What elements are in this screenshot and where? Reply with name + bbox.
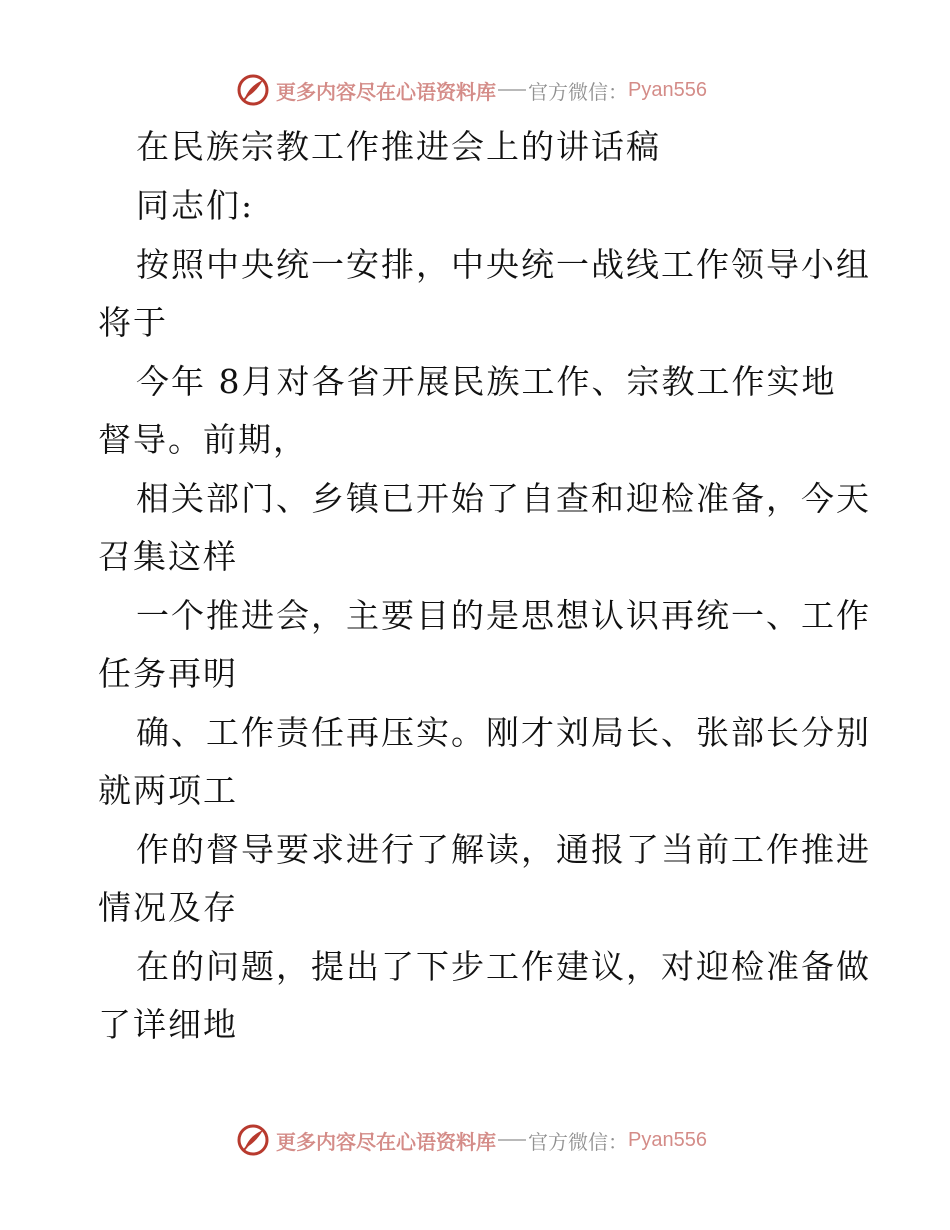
header-banner (236, 72, 707, 108)
footer-wechat-label: 官方微信： (528, 1129, 628, 1154)
document-title: 在民族宗教工作推进会上的讲话稿 (136, 127, 661, 166)
body-line: 任务再明 (98, 654, 238, 693)
body-line: 召集这样 (98, 537, 238, 576)
salutation: 同志们: (136, 186, 255, 225)
footer-dash (498, 1139, 526, 1141)
header-wechat-id: Pyan556 (628, 78, 707, 101)
body-line: 作的督导要求进行了解读，通报了当前工作推进 (136, 830, 871, 869)
body-line: 按照中央统一安排，中央统一战线工作领导小组 (136, 245, 871, 284)
body-line: 在的问题，提出了下步工作建议，对迎检准备做 (136, 947, 871, 986)
body-line: 将于 (98, 303, 168, 342)
body-line: 情况及存 (98, 888, 238, 927)
body-line: 了详细地 (98, 1005, 238, 1044)
body-line: 督导。前期， (98, 420, 308, 459)
feather-pen-logo-icon (236, 1123, 270, 1157)
header-dash (498, 89, 526, 91)
body-line: 相关部门、乡镇已开始了自查和迎检准备，今天 (136, 479, 871, 518)
footer-banner (236, 1122, 707, 1158)
footer-wechat-id: Pyan556 (628, 1128, 707, 1151)
header-brand-text: 更多内容尽在心语资料库 (276, 79, 496, 104)
body-line: 一个推进会，主要目的是思想认识再统一、工作 (136, 596, 871, 635)
body-line: 确、工作责任再压实。刚才刘局长、张部长分别 (136, 713, 871, 752)
footer-brand-text: 更多内容尽在心语资料库 (276, 1129, 496, 1154)
feather-pen-logo-icon (236, 73, 270, 107)
body-line: 就两项工 (98, 771, 238, 810)
body-line: 今年 8月对各省开展民族工作、宗教工作实地 (136, 362, 837, 401)
header-wechat-label: 官方微信： (528, 79, 628, 104)
